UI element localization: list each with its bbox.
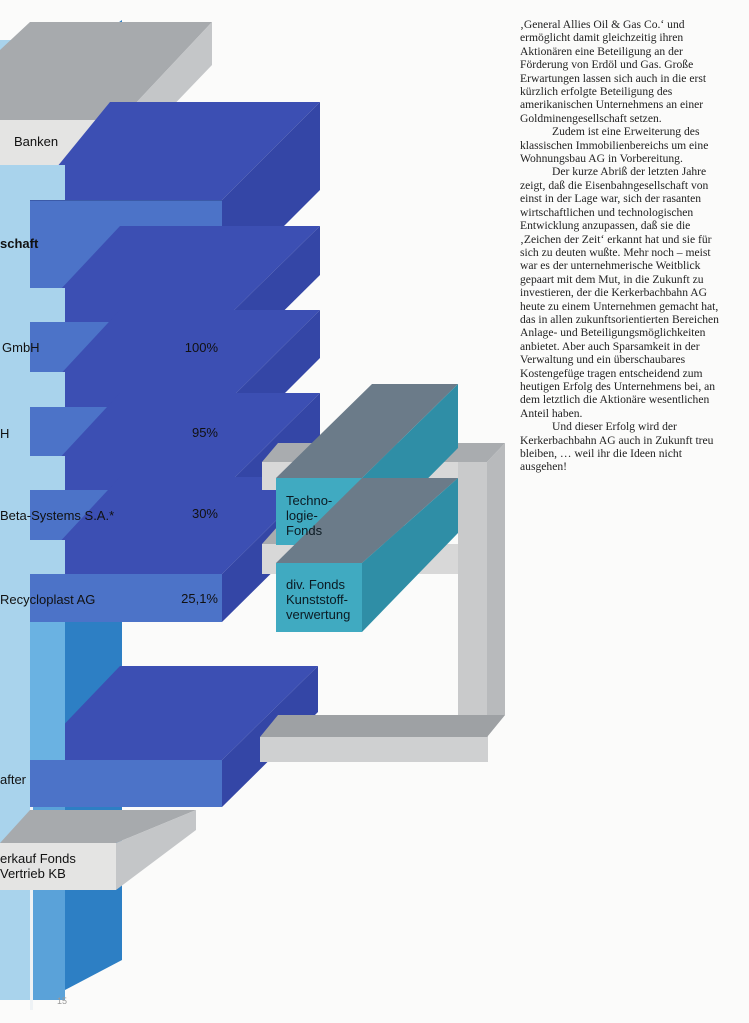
divider (30, 200, 222, 201)
row-label-banken: Banken (14, 134, 59, 149)
row-label-after: after (0, 772, 27, 787)
article-paragraph: ‚General Allies Oil & Gas Co.‘ und ermöglicht damit gleichzeitig ihren Aktionären eine Beteiligung an der Förderung von Erdöl und Gas. Große Erwartungen lassen sich auch in die erst kürzlich erfolgte Beteiligung des amerikanischen Unternehmens an einer Goldminengesellschaft setzen. (520, 18, 707, 125)
article-paragraph: Und dieser Erfolg wird der Kerkerbachbahn AG auch in Zukunft treu bleiben, … weil ihr die Ideen nicht ausgehen! (520, 420, 714, 474)
kunststoff-line-1: div. Fonds (286, 577, 346, 592)
left-band (0, 165, 65, 200)
row-label-beta-systems: Beta-Systems S.A.* (0, 508, 115, 523)
article-paragraph: Zudem ist eine Erweiterung des klassischen Immobilienbereichs um eine Wohnungsbau AG in Vorbereitung. (520, 125, 709, 166)
left-band (0, 540, 65, 574)
article-paragraph: Der kurze Abriß der letzten Jahre zeigt, daß die Eisenbahngesellschaft von einst in der Lage war, sich der rasanten wirtschaftlichen und technologischen Entwicklung anzupassen, daß sie die ‚Zeichen der Zeit‘ erkannt hat und sie für sich zu deuten wußte. Mehr noch – meist war es der unternehmerische Weitblick gepaart mit dem Mut, in die Zukunft zu investieren, der die Kerkerbachbahn AG heute zu einem Unternehmen gemacht hat, das in allen zukunftsorientierten Bereichen Anlage- und Beteiligungsmöglichkeiten anbietet. Aber auch Sparsamkeit in der Verwaltung und ein überschaubares Kostengefüge tragen entscheidend zum heutigen Erfolg des Unternehmens bei, an dem letztlich die Aktionäre wesentlichen Anteil haben. (520, 165, 719, 420)
row-percent-h: 95% (191, 425, 218, 440)
technologie-box-label (286, 493, 332, 538)
page-number: 15 (57, 996, 68, 1006)
technologie-line-3: Fonds (286, 523, 323, 538)
row-percent-beta-systems: 30% (191, 506, 218, 521)
article-text (520, 18, 730, 474)
technologie-line-1: Techno- (286, 493, 333, 508)
row-percent-gmbh: 100% (184, 340, 218, 355)
row-label-gmbh: GmbH (2, 340, 40, 355)
left-band (0, 372, 65, 407)
kunststoff-line-2: Kunststoff- (286, 592, 348, 607)
kunststoff-box-label (286, 577, 350, 622)
row-label-h: H (0, 426, 10, 441)
row-label-vertrieb-kb: Vertrieb KB (0, 866, 66, 881)
left-band (0, 456, 65, 490)
technologie-line-2: logie- (286, 508, 318, 523)
row-percent-recycloplast: 25,1% (181, 591, 218, 606)
row-label-schaft: schaft (0, 236, 39, 251)
left-band (30, 622, 65, 760)
row-label-verkauf-fonds: erkauf Fonds (0, 851, 76, 866)
left-band (0, 288, 65, 322)
kunststoff-line-3: verwertung (286, 607, 351, 622)
row-label-recycloplast: Recycloplast AG (0, 592, 96, 607)
